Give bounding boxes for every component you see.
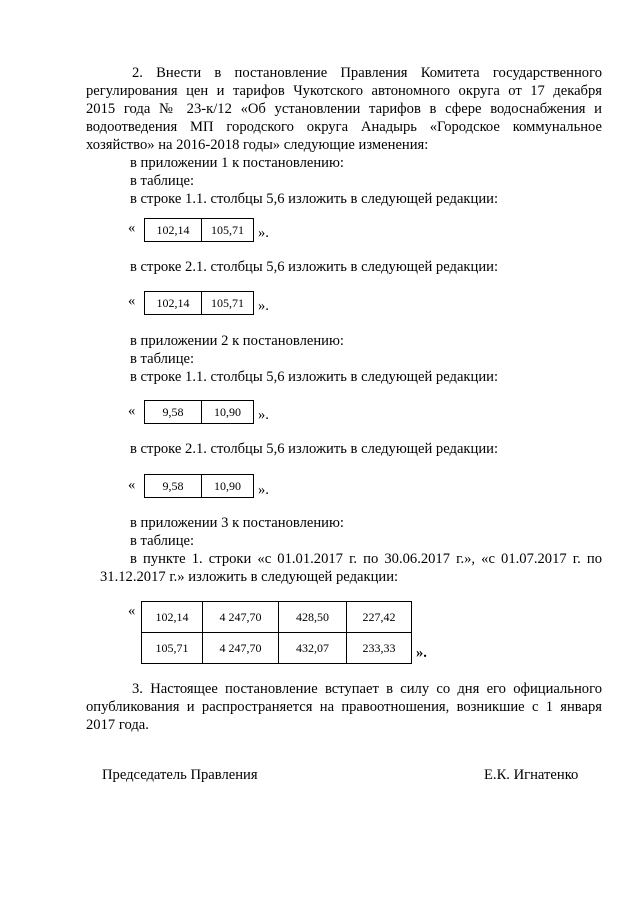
quote-open: « <box>128 403 136 419</box>
table-cell: 4 247,70 <box>203 602 279 633</box>
item2-line-1: 2. Внести в постановление Правления Комитета государственного <box>132 65 602 81</box>
app2-row2-table <box>144 474 254 498</box>
quote-open: « <box>128 477 136 493</box>
item2-line-5: хозяйство» на 2016-2018 годы» следующие изменения: <box>86 137 429 153</box>
app2-row1-table <box>144 400 254 424</box>
app1-row2-table <box>144 291 254 315</box>
app1-intro: в приложении 1 к постановлению: <box>130 155 344 171</box>
item2-line-3: 2015 года № 23-к/12 «Об установлении тарифов в сфере водоснабжения и <box>86 101 602 117</box>
app3-point-line-2: 31.12.2017 г.» изложить в следующей редакции: <box>100 569 399 585</box>
app3-values-table <box>141 601 412 664</box>
quote-close: ». <box>416 645 427 661</box>
value-cell: 10,90 <box>202 475 254 498</box>
signature-name: Е.К. Игнатенко <box>484 767 579 783</box>
quote-close: ». <box>258 482 269 498</box>
item3-line-2: опубликования и распространяется на правоотношения, возникшие с 1 января <box>86 699 602 715</box>
table-cell: 233,33 <box>347 633 412 664</box>
app2-table-intro: в таблице: <box>130 351 195 367</box>
app1-row2-text: в строке 2.1. столбцы 5,6 изложить в следующей редакции: <box>130 259 498 275</box>
app1-row1-table <box>144 218 254 242</box>
item2-line-4: водоотведения МП городского округа Анадырь «Городское коммунальное <box>86 119 602 135</box>
app2-row1-text: в строке 1.1. столбцы 5,6 изложить в следующей редакции: <box>130 369 498 385</box>
value-cell: 10,90 <box>202 401 254 424</box>
quote-close: ». <box>258 298 269 314</box>
item2-line-2: регулирования цен и тарифов Чукотского автономного округа от 17 декабря <box>86 83 602 99</box>
quote-open: « <box>128 603 136 619</box>
quote-close: ». <box>258 407 269 423</box>
value-cell: 9,58 <box>145 475 202 498</box>
value-cell: 102,14 <box>145 292 202 315</box>
app3-intro: в приложении 3 к постановлению: <box>130 515 344 531</box>
app1-row1-text: в строке 1.1. столбцы 5,6 изложить в следующей редакции: <box>130 191 498 207</box>
table-cell: 4 247,70 <box>203 633 279 664</box>
item3-line-1: 3. Настоящее постановление вступает в силу со дня его официального <box>132 681 602 697</box>
table-cell: 227,42 <box>347 602 412 633</box>
value-cell: 105,71 <box>202 219 254 242</box>
value-cell: 102,14 <box>145 219 202 242</box>
table-cell: 102,14 <box>142 602 203 633</box>
table-cell: 432,07 <box>279 633 347 664</box>
item3-line-3: 2017 года. <box>86 717 149 733</box>
table-cell: 105,71 <box>142 633 203 664</box>
quote-open: « <box>128 293 136 309</box>
value-cell: 9,58 <box>145 401 202 424</box>
app3-table-intro: в таблице: <box>130 533 195 549</box>
app1-table-intro: в таблице: <box>130 173 195 189</box>
table-row <box>142 633 412 664</box>
value-cell: 105,71 <box>202 292 254 315</box>
app3-point-line-1: в пункте 1. строки «с 01.01.2017 г. по 30.06.2017 г.», «с 01.07.2017 г. по <box>130 551 602 567</box>
table-row <box>142 602 412 633</box>
quote-close: ». <box>258 225 269 241</box>
quote-open: « <box>128 220 136 236</box>
app2-row2-text: в строке 2.1. столбцы 5,6 изложить в следующей редакции: <box>130 441 498 457</box>
signature-position: Председатель Правления <box>102 767 258 783</box>
app2-intro: в приложении 2 к постановлению: <box>130 333 344 349</box>
table-cell: 428,50 <box>279 602 347 633</box>
